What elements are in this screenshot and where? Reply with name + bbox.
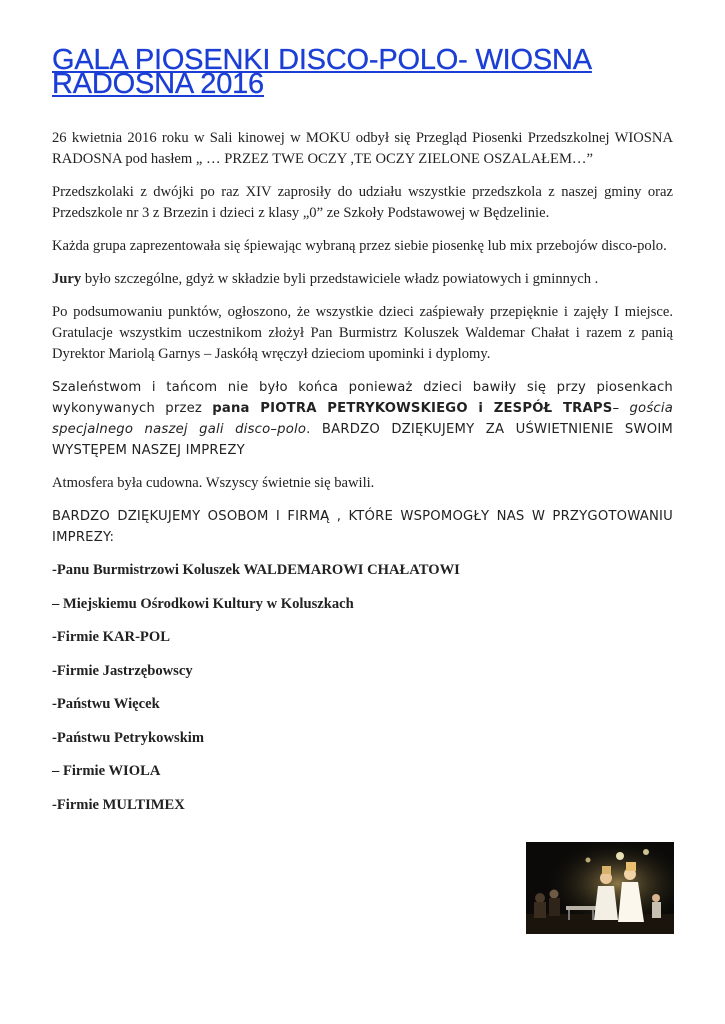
article-title[interactable]: GALA PIOSENKI DISCO-POLO- WIOSNA RADOSNA 2016 [52, 44, 592, 100]
sponsor-item: -Firmie Jastrzębowscy [52, 662, 193, 679]
guests-text-start: Szaleństwom i tańcom nie było końca ponieważ dzieci bawiły się przy piosenkach wykonywanych przez [52, 380, 673, 416]
paragraph-invitation: Przedszkolaki z dwójki po raz XIV zaprosiły do udziału wszystkie przedszkola z naszej gminy oraz Przedszkole nr 3 z Brzezin i dzieci z klasy „0” ze Szkoły Podstawowej w Będzelinie. [52, 184, 673, 221]
event-photo[interactable] [526, 842, 674, 934]
jury-text: było szczególne, gdyż w składzie byli przedstawiciele władz powiatowych i gminnych . [81, 271, 599, 287]
paragraph-results: Po podsumowaniu punktów, ogłoszono, że wszystkie dzieci zaśpiewały przepięknie i zajęły I miejsce. Gratulacje wszystkim uczestnikom złożył Pan Burmistrz Koluszek Waldemar Chałat i razem z panią Dyrektor Mariolą Garnys – Jaskółą wręczył dzieciom upominki i dyplomy. [52, 304, 673, 362]
paragraph-atmosphere: Atmosfera była cudowna. Wszyscy świetnie się bawili. [52, 475, 375, 491]
guests-description: – gościa specjalnego naszej gali disco–polo [52, 401, 673, 437]
guests-name: pana PIOTRA PETRYKOWSKIEGO i ZESPÓŁ TRAPS [212, 401, 613, 416]
sponsor-item: -Firmie KAR-POL [52, 629, 170, 645]
paragraph-intro: 26 kwietnia 2016 roku w Sali kinowej w MOKU odbył się Przegląd Piosenki Przedszkolnej WIOSNA RADOSNA pod hasłem „ … PRZEZ TWE OCZY ,TE OCZY ZIELONE OSZALAŁEM…” [52, 130, 673, 167]
sponsor-item: -Państwu Więcek [52, 696, 160, 712]
article-body [52, 128, 673, 828]
sponsor-item: – Firmie WIOLA [52, 763, 161, 779]
paragraph-guests [52, 377, 673, 461]
sponsor-item: -Firmie MULTIMEX [52, 796, 185, 813]
jury-label: Jury [52, 271, 82, 287]
paragraph-performances: Każda grupa zaprezentowała się śpiewając wybraną przez siebie piosenkę lub mix przebojów disco-polo. [52, 238, 667, 254]
sponsor-item: -Państwu Petrykowskim [52, 729, 205, 746]
guests-thanks: . BARDZO DZIĘKUJEMY ZA UŚWIETNIENIE SWOIM WYSTĘPEM NASZEJ IMPREZY [52, 422, 673, 458]
paragraph-jury [52, 269, 673, 290]
sponsor-item: -Panu Burmistrzowi Koluszek WALDEMAROWI CHAŁATOWI [52, 562, 460, 578]
sponsor-item: – Miejskiemu Ośrodkowi Kultury w Koluszkach [52, 595, 354, 612]
paragraph-sponsors-heading: BARDZO DZIĘKUJEMY OSOBOM I FIRMĄ , KTÓRE WSPOMOGŁY NAS W PRZYGOTOWANIU IMPREZY: [52, 509, 673, 545]
